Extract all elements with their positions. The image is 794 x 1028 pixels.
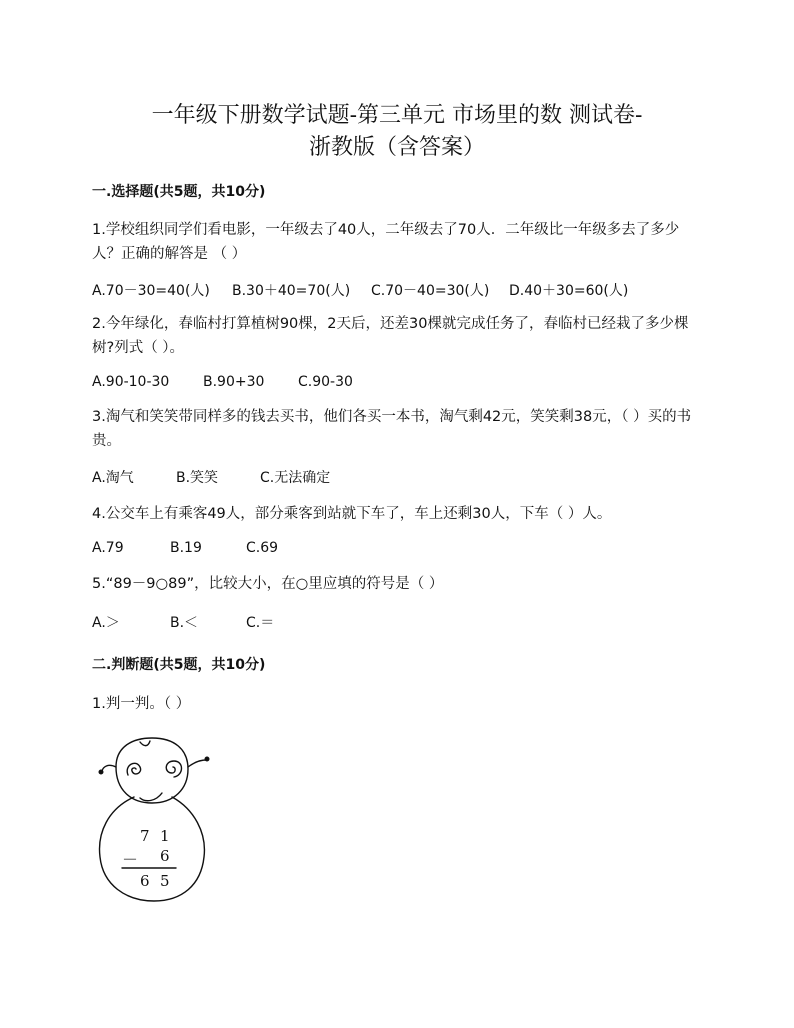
figure-row3-tens: 6 (140, 872, 150, 890)
question-3-option-c: C.无法确定 (260, 470, 331, 486)
cartoon-doll-drawing (94, 735, 210, 905)
judge-question-1-text: 1.判一判。（ ） (92, 696, 191, 712)
question-4-text: 4.公交车上有乘客49人，部分乘客到站就下车了，车上还剩30人，下车（ ）人。 (92, 506, 612, 522)
question-5-option-a: A.＞ (92, 615, 120, 631)
figure-minus-sign: － (122, 850, 139, 869)
question-2-option-b: B.90+30 (203, 374, 265, 390)
question-4-option-b: B.19 (170, 540, 202, 556)
question-1-option-d: D.40＋30=60(人) (509, 283, 629, 299)
question-5-option-b: B.＜ (170, 615, 199, 631)
question-2-text: 2.今年绿化，春临村打算植树90棵，2天后，还差30棵就完成任务了，春临村已经栽了多少棵树?列式（ ）。 (92, 316, 689, 356)
section-heading-true-false: 二.判断题(共5题，共10分) (92, 657, 266, 673)
doll-right-ear (188, 760, 206, 767)
question-1-text: 1.学校组织同学们看电影，一年级去了40人，二年级去了70人．二年级比一年级多去了多少人？正确的解答是 （ ） (92, 222, 680, 262)
doll-left-eye (127, 763, 140, 775)
question-1-option-c: C.70－40=30(人) (371, 283, 490, 299)
question-2-option-c: C.90-30 (298, 374, 353, 390)
question-5-option-c: C.＝ (246, 615, 275, 631)
question-3-text: 3.淘气和笑笑带同样多的钱去买书，他们各买一本书，淘气剩42元，笑笑剩38元，（ ）买的书贵。 (92, 409, 692, 449)
doll-left-ear (102, 765, 116, 771)
question-5-text: 5.“89－9○89”，比较大小，在○里应填的符号是（ ） (92, 576, 444, 592)
question-1-option-b: B.30＋40=70(人) (232, 283, 351, 299)
figure-row1-tens: 7 (140, 827, 150, 845)
question-4-option-c: C.69 (246, 540, 279, 556)
doll-right-eye (166, 761, 181, 777)
section-heading-choice: 一.选择题(共5题，共10分) (92, 184, 266, 200)
question-3-option-b: B.笑笑 (176, 470, 219, 486)
figure-row3-ones: 5 (160, 872, 170, 890)
question-2-option-a: A.90-10-30 (92, 374, 170, 390)
question-1-option-a: A.70－30=40(人) (92, 283, 210, 299)
page-title-line-1: 一年级下册数学试题-第三单元 市场里的数 测试卷- (151, 103, 643, 128)
doll-body (100, 797, 205, 901)
question-4-option-a: A.79 (92, 540, 124, 556)
figure-row1-ones: 1 (160, 827, 170, 845)
figure-row2-ones: 6 (160, 847, 170, 865)
question-3-option-a: A.淘气 (92, 470, 134, 486)
doll-mouth (140, 793, 162, 801)
cartoon-subtraction-figure (94, 735, 210, 905)
page-title-line-2: 浙教版（含答案） (308, 135, 485, 160)
